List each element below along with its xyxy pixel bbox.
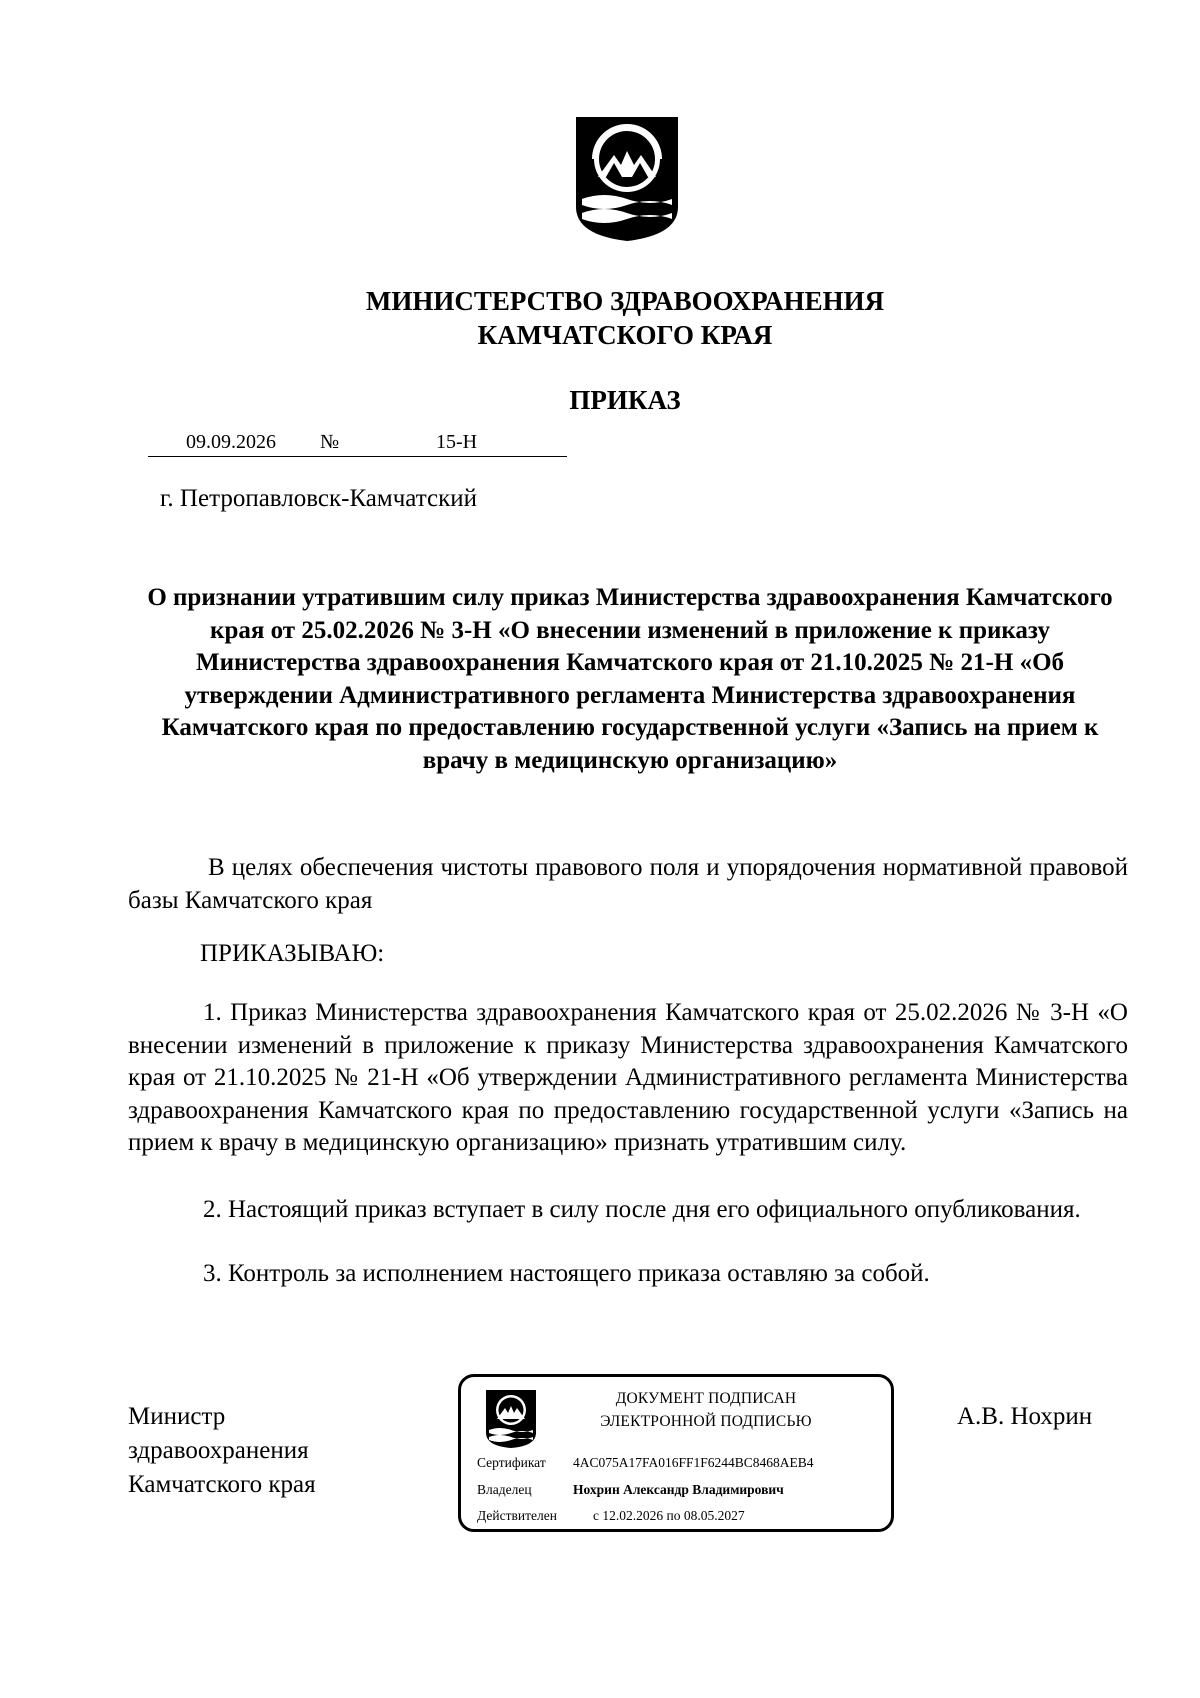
signer-position xyxy=(128,1400,316,1502)
stamp-certificate-label: Сертификат xyxy=(477,1455,546,1470)
ministry-title-line2: КАМЧАТСКОГО КРАЯ xyxy=(477,320,773,350)
city-line: г. Петропавловск-Камчатский xyxy=(160,485,477,512)
document-type-heading: ПРИКАЗ xyxy=(569,385,681,415)
signer-position-line2: здравоохранения xyxy=(128,1437,309,1464)
order-item-3: 3. Контроль за исполнением настоящего приказа оставляю за собой. xyxy=(203,1260,930,1287)
order-keyword: ПРИКАЗЫВАЮ: xyxy=(200,940,385,967)
stamp-certificate-row xyxy=(477,1454,814,1472)
signer-name: А.В. Нохрин xyxy=(957,1403,1093,1430)
kamchatka-coat-of-arms-icon xyxy=(574,115,680,243)
stamp-coat-of-arms-icon xyxy=(485,1389,537,1449)
order-date-value: 09.09.2026 xyxy=(186,431,276,453)
preamble-paragraph: В целях обеспечения чистоты правового поля и упорядочения нормативной правовой базы Камчатского края xyxy=(128,854,1128,914)
stamp-certificate-value: 4AC075A17FA016FF1F6244BC8468AEB4 xyxy=(573,1455,814,1470)
stamp-owner-value: Нохрин Александр Владимирович xyxy=(573,1482,784,1497)
stamp-title-line2: ЭЛЕКТРОННОЙ ПОДПИСЬЮ xyxy=(600,1413,812,1430)
date-number-gap-line xyxy=(286,430,320,457)
number-sign: № xyxy=(320,430,344,457)
stamp-validity-label: Действителен xyxy=(477,1508,557,1523)
signer-position-line3: Камчатского края xyxy=(128,1471,316,1498)
order-item-1: 1. Приказ Министерства здравоохранения Камчатского края от 25.02.2026 № 3-Н «О внесении изменений в приложение к приказу Министерства здравоохранения Камчатского края от 21.10.2025 № 21-Н «Об утверждении Административного регламента Министерства здравоохранения Камчатского края по предоставлению государственной услуги «Запись на прием к врачу в медицинскую организацию» признать утратившим силу. xyxy=(128,999,1128,1157)
stamp-validity-row xyxy=(477,1507,745,1525)
order-number xyxy=(344,430,567,457)
signer-position-line1: Министр xyxy=(128,1403,226,1430)
ministry-title-line1: МИНИСТЕРСТВО ЗДРАВООХРАНЕНИЯ xyxy=(365,286,885,316)
order-number-value: 15-Н xyxy=(436,431,478,453)
stamp-owner-label: Владелец xyxy=(477,1482,532,1497)
order-date xyxy=(148,430,286,457)
stamp-owner-row xyxy=(477,1481,784,1499)
order-subject: О признании утратившим силу приказ Министерства здравоохранения Камчатского края от 25.02.2026 № 3-Н «О внесении изменений в приложение к приказу Министерства здравоохранения Камчатского края от 21.10.2025 № 21-Н «Об утверждении Административного регламента Министерства здравоохранения Камчатского края по предоставлению государственной услуги «Запись на прием к врачу в медицинскую организацию» xyxy=(147,584,1113,774)
order-item-2: 2. Настоящий приказ вступает в силу после дня его официального опубликования. xyxy=(203,1196,1081,1223)
electronic-signature-stamp xyxy=(458,1374,894,1532)
stamp-validity-value: с 12.02.2026 по 08.05.2027 xyxy=(593,1508,745,1523)
stamp-title-line1: ДОКУМЕНТ ПОДПИСАН xyxy=(615,1390,797,1407)
